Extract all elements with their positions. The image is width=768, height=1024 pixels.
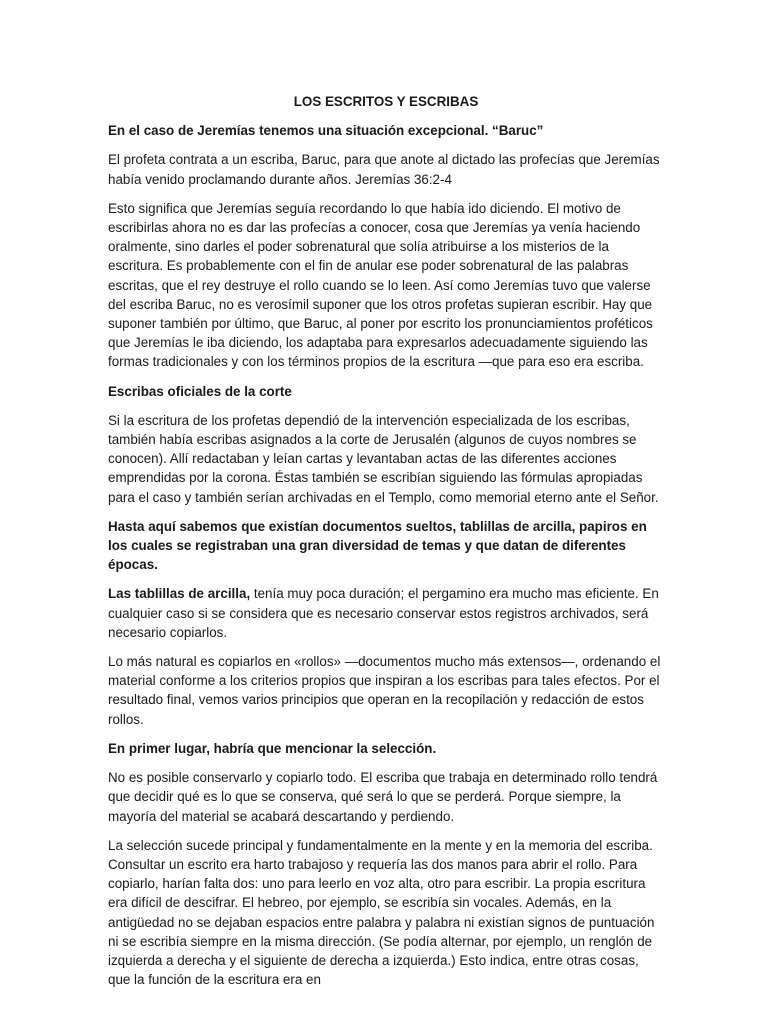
- intro-paragraph: En el caso de Jeremías tenemos una situación excepcional. “Baruc”: [108, 123, 544, 139]
- section-heading-court-scribes: Escribas oficiales de la corte: [108, 383, 292, 399]
- paragraph-selection: No es posible conservarlo y copiarlo todo. El escriba que trabaja en determinado rollo tendrá que decidir qué es lo que se conserva, qué será lo que se perderá. Porque siempre, la mayoría del material se acabará descartando y perdiendo.: [108, 770, 658, 824]
- section-heading-selection: En primer lugar, habría que mencionar la selección.: [108, 740, 437, 756]
- document-title: LOS ESCRITOS Y ESCRIBAS: [293, 94, 479, 109]
- paragraph-clay-tablets: [108, 584, 664, 642]
- paragraph-court-scribes: Si la escritura de los profetas dependió de la intervención especializada de los escribas, también había escribas asignados a la corte de Jerusalén (algunos de cuyos nombres se conocen). Allí redactaban y leían cartas y levantaban actas de las diferentes acciones emprendidas por la corona. Éstas también se escribían siguiendo las fórmulas apropiadas para el caso y también serían archivadas en el Templo, como memorial eterno ante el Señor.: [108, 412, 659, 505]
- paragraph-memory-of-scribe: La selección sucede principal y fundamentalmente en la mente y en la memoria del escriba. Consultar un escrito era harto trabajoso y requería las dos manos para abrir el rollo. Para copiarlo, harían falta dos: uno para leerlo en voz alta, otro para escribir. La propia escritura era difícil de descifrar. El hebreo, por ejemplo, se escribía sin vocales. Además, en la antigüedad no se dejaban espacios entre palabra y palabra ni existían signos de puntuación ni se escribía siempre en la misma dirección. (Se podía alternar, por ejemplo, un renglón de izquierda a derecha y el siguiente de derecha a izquierda.) Esto indica, entre otras cosas, que la función de la escritura era en: [108, 837, 655, 988]
- paragraph-loose-documents: Hasta aquí sabemos que existían documentos sueltos, tablillas de arcilla, papiros en los cuales se registraban una gran diversidad de temas y que datan de diferentes épocas.: [108, 518, 647, 573]
- clay-tablets-text: tenía muy poca duración; el pergamino era mucho mas eficiente. En cualquier caso si se considera que es necesario conservar estos registros archivados, será necesario copiarlos.: [108, 586, 659, 640]
- paragraph-supernatural-power: Esto significa que Jeremías seguía recordando lo que había ido diciendo. El motivo de escribirlas ahora no es dar las profecías a conocer, cosa que Jeremías ya venía haciendo oralmente, sino darles el poder sobrenatural que solía atribuirse a los misterios de la escritura. Es probablemente con el fin de anular ese poder sobrenatural de las palabras escritas, que el rey destruye el rollo cuando se lo leen. Así como Jeremías tuvo que valerse del escriba Baruc, no es verosímil suponer que los otros profetas supieran escribir. Hay que suponer también por último, que Baruc, al poner por escrito los pronunciamientos proféticos que Jeremías le iba diciendo, los adaptaba para expresarlos adecuadamente siguiendo las formas tradicionales y con los términos propios de la escritura —que para eso era escriba.: [108, 200, 653, 370]
- document-page: [108, 92, 664, 989]
- paragraph-baruc-dictation: El profeta contrata a un escriba, Baruc, para que anote al dictado las profecías que Jeremías había venido proclamando durante años. Jeremías 36:2-4: [108, 152, 660, 187]
- clay-tablets-lead: Las tablillas de arcilla,: [108, 586, 251, 602]
- paragraph-scrolls: Lo más natural es copiarlos en «rollos» —documentos mucho más extensos—, ordenando el material conforme a los criterios propios que inspiran a los escribas para tales efectos. Por el resultado final, vemos varios principios que operan en la recopilación y redacción de estos rollos.: [108, 654, 661, 727]
